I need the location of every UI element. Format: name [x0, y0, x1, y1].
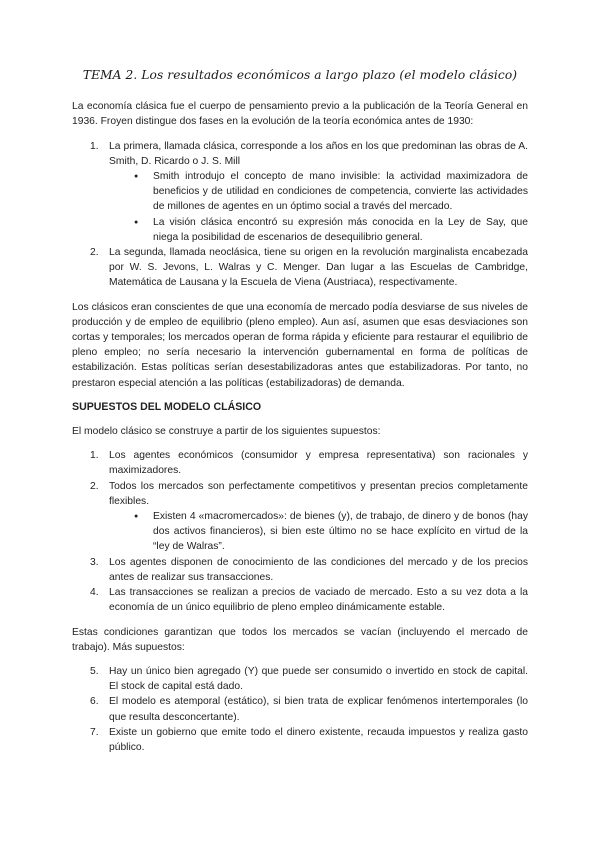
- list-item: [72, 664, 528, 694]
- list-number: 4.: [90, 587, 99, 599]
- bullet-list: [109, 169, 528, 245]
- clasicos-paragraph: Los clásicos eran conscientes de que una economía de mercado podía desviarse de sus niveles de producción y de empleo de equilibrio (pleno empleo). Aun así, asumen que esas desviaciones son cortas y temporales; los mercados operan de forma rápida y eficiente para restaurar el equilibrio de pleno empleo; no sería necesario la intervención gubernamental en forma de políticas de estabilización. Estas políticas serían desestabilizadoras antes que estabilizadoras. Por tanto, no prestaron especial atención a las políticas (estabilizadoras) de demanda.: [72, 301, 528, 389]
- list-item-text: Hay un único bien agregado (Y) que puede ser consumido o invertido en stock de capital. El stock de capital está dado.: [109, 665, 528, 693]
- bullet-item: ● La visión clásica encontró su expresión más conocida en la Ley de Say, que niega la posibilidad de escenarios de desequilibrio general.: [109, 215, 528, 245]
- page-title: TEMA 2. Los resultados económicos a largo plazo (el modelo clásico): [82, 68, 518, 82]
- list-number: 1.: [90, 140, 99, 152]
- section-intro: El modelo clásico se construye a partir de los siguientes supuestos:: [72, 426, 381, 438]
- intro-paragraph: La economía clásica fue el cuerpo de pensamiento previo a la publicación de la Teoría General en 1936. Froyen distingue dos fases en la evolución de la teoría económica antes de 1930:: [72, 101, 528, 128]
- assumptions-list: [72, 448, 528, 615]
- bullet-item: ● Existen 4 «macromercados»: de bienes (y), de trabajo, de dinero y de bonos (hay dos activos financieros), si bien este último no se hace explícito en virtud de la “ley de Walras”.: [109, 509, 528, 555]
- phases-list: [72, 139, 528, 291]
- list-item: [72, 555, 528, 585]
- list-item: [72, 479, 528, 555]
- list-item-text: Los agentes disponen de conocimiento de las condiciones del mercado y de los precios antes de realizar sus transacciones.: [109, 556, 528, 583]
- list-item: [72, 448, 528, 478]
- list-item: [72, 245, 528, 291]
- list-item: [72, 694, 528, 724]
- list-item-text: La primera, llamada clásica, corresponde a los años en los que predominan las obras de A. Smith, D. Ricardo o J. S. Mill: [109, 140, 528, 167]
- list-item-text: Todos los mercados son perfectamente competitivos y presentan precios completamente flexibles.: [109, 480, 528, 507]
- list-number: 3.: [90, 556, 99, 568]
- list-item-text: Existe un gobierno que emite todo el dinero existente, recauda impuestos y realiza gasto público.: [109, 726, 528, 753]
- list-item: [72, 585, 528, 615]
- list-item-text: Los agentes económicos (consumidor y empresa representativa) son racionales y maximizadores.: [109, 450, 528, 477]
- list-number: 5.: [90, 665, 99, 677]
- list-number: 6.: [90, 696, 99, 708]
- section-heading: SUPUESTOS DEL MODELO CLÁSICO: [72, 400, 262, 413]
- list-item: [72, 139, 528, 245]
- list-number: 7.: [90, 726, 99, 738]
- list-item-text: Las transacciones se realizan a precios de vaciado de mercado. Esto a su vez dota a la economía de un único equilibrio de pleno empleo dinámicamente estable.: [109, 587, 528, 614]
- list-item-text: La segunda, llamada neoclásica, tiene su origen en la revolución marginalista encabezada por W. S. Jevons, L. Walras y C. Menger. Dan lugar a las Escuelas de Cambridge, Matemática de Lausana y la Escuela de Viena (Austriaca), respectivamente.: [109, 247, 528, 289]
- list-number: 1.: [90, 450, 99, 462]
- bullet-list: [109, 509, 528, 555]
- condiciones-paragraph: Estas condiciones garantizan que todos los mercados se vacían (incluyendo el mercado de trabajo). Más supuestos:: [72, 626, 528, 653]
- list-number: 2.: [90, 480, 99, 492]
- list-item-text: El modelo es atemporal (estático), si bien trata de explicar fenómenos intertemporales (lo que resulta desconcertante).: [109, 696, 528, 723]
- list-number: 2.: [90, 247, 99, 259]
- list-item: [72, 725, 528, 755]
- bullet-item: ● Smith introdujo el concepto de mano invisible: la actividad maximizadora de beneficios y de utilidad en condiciones de competencia, convierte las actividades de millones de agentes en un óptimo social a través del mercado.: [109, 169, 528, 215]
- more-assumptions-list: [72, 664, 528, 755]
